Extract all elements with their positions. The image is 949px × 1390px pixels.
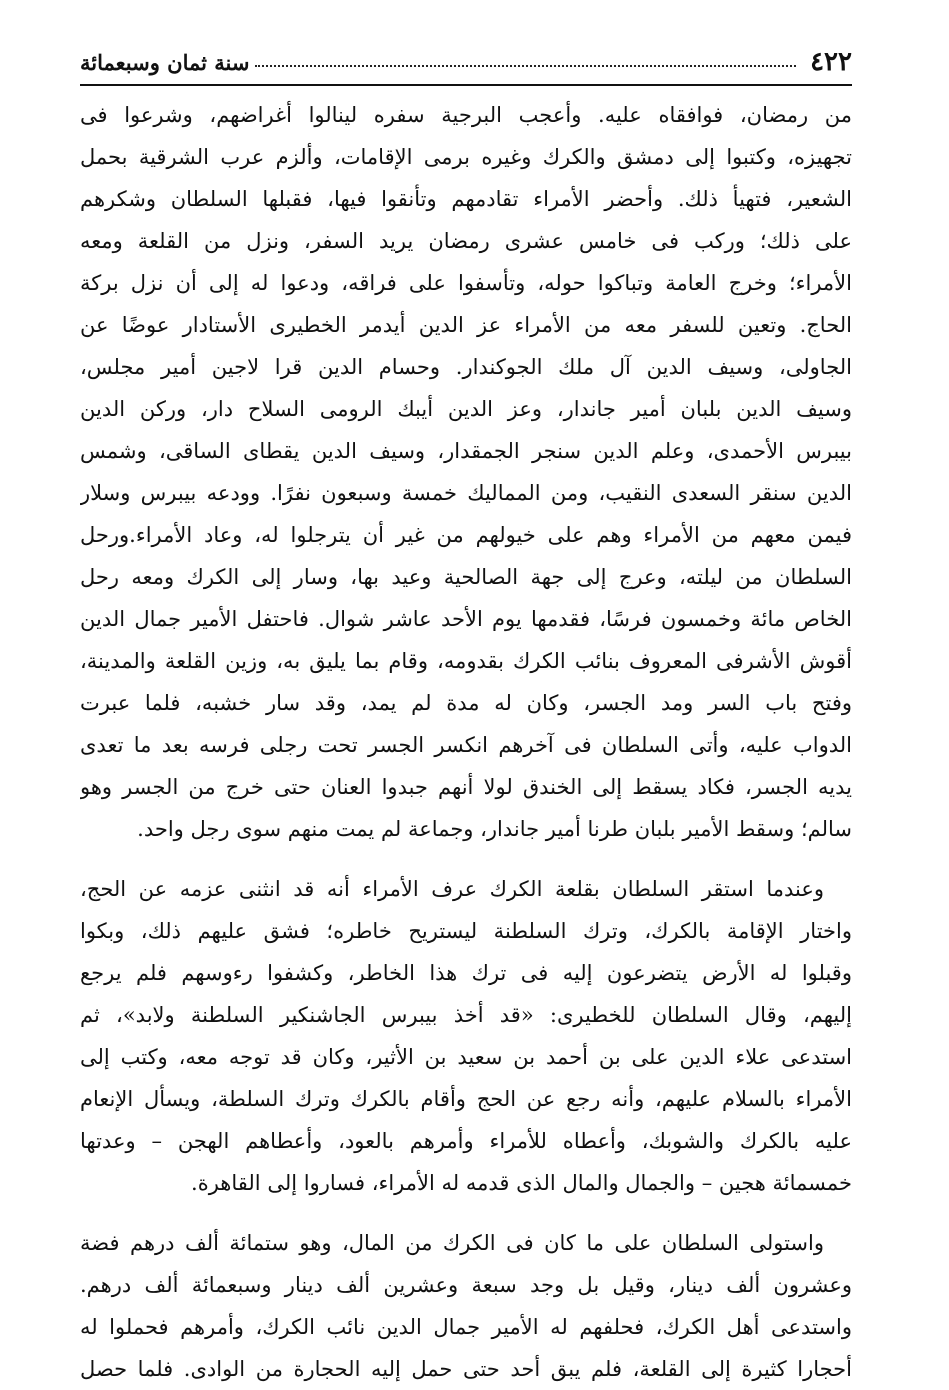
page-number: ٤٢٢ <box>810 47 852 77</box>
text-line: الأمراء؛ وخرج العامة وتباكوا حوله، وتأسفوا على فراقه، ودعوا له إلى أن نزل بركة <box>80 271 852 295</box>
text-line: وقبلوا له الأرض يتضرعون إليه فى ترك هذا الخاطر، وكشفوا رءوسهم فلم يرجع <box>80 961 852 985</box>
header-rule <box>80 84 852 86</box>
text-line: من رمضان، فوافقاه عليه. وأعجب البرجية سفره لينالوا أغراضهم، وشرعوا فى <box>80 103 852 127</box>
page-body <box>80 94 852 1390</box>
text-line: الحاج. وتعين للسفر معه من الأمراء عز الدين أيدمر الخطيرى الأستادار عوضًا عن <box>80 313 852 337</box>
text-line: الشعير، فتهيأ ذلك. وأحضر الأمراء تقادمهم وتأنقوا فيها، فقبلها السلطان وشكرهم <box>80 187 852 211</box>
text-line: بيبرس الأحمدى، وعلم الدين سنجر الجمقدار، وسيف الدين يقطاى الساقى، وشمس <box>80 439 852 463</box>
paragraph-gap <box>80 1204 852 1222</box>
text-line: أقوش الأشرفى المعروف بنائب الكرك بقدومه، وقام بما يليق به، وزين القلعة والمدينة، <box>80 649 852 673</box>
text-line: واختار الإقامة بالكرك، وترك السلطنة ليستريح خاطره؛ فشق عليهم ذلك، وبكوا <box>80 919 852 943</box>
text-line: سالم؛ وسقط الأمير بلبان طرنا أمير جاندار، وجماعة لم يمت منهم سوى رجل واحد. <box>137 817 852 841</box>
page-header <box>80 40 852 84</box>
text-line: الدواب عليه، وأتى السلطان فى آخرهم انكسر الجسر تحت رجلى فرسه بعد ما تعدى <box>80 733 852 757</box>
paragraph-gap <box>80 850 852 868</box>
text-line: عليه بالكرك والشوبك، وأعطاه للأمراء وأمرهم بالعود، وأعطاهم الهجن – وعدتها <box>80 1129 852 1153</box>
paragraph <box>80 94 852 850</box>
text-line: أحجارا كثيرة إلى القلعة، فلم يبق أحد حتى حمل إليه الحجارة من الوادى. فلما حصل <box>80 1357 852 1381</box>
leader-dots <box>255 65 796 67</box>
text-line: واستولى السلطان على ما كان فى الكرك من المال، وهو ستمائة ألف درهم فضة <box>80 1231 824 1255</box>
paragraph <box>80 1222 852 1390</box>
text-line: وفتح باب السر ومد الجسر، وكان له مدة لم يمد، وقد سار خشبه، فلما عبرت <box>80 691 852 715</box>
text-line: وعندما استقر السلطان بقلعة الكرك عرف الأمراء أنه قد انثنى عزمه عن الحج، <box>80 877 824 901</box>
paragraph <box>80 868 852 1204</box>
text-line: واستدعى أهل الكرك، فحلفهم له الأمير جمال الدين نائب الكرك، وأمرهم فحملوا له <box>80 1315 852 1339</box>
text-line: إليهم، وقال السلطان للخطيرى: «قد أخذ بيبرس الجاشنكير السلطنة ولابد»، ثم <box>80 1003 852 1027</box>
text-line: الجاولى، وسيف الدين آل ملك الجوكندار. وحسام الدين قرا لاجين أمير مجلس، <box>80 355 852 379</box>
text-line: السلطان من ليلته، وعرج إلى جهة الصالحية وعيد بها، وسار إلى الكرك ومعه رحل <box>80 565 852 589</box>
text-line: تجهيزه، وكتبوا إلى دمشق والكرك وغيره برمى الإقامات، وألزم عرب الشرقية بحمل <box>80 145 852 169</box>
text-line: يديه الجسر، فكاد يسقط إلى الخندق لولا أنهم جبدوا العنان حتى خرج من الجسر وهو <box>80 775 852 799</box>
text-line: فيمن معهم من الأمراء وهم على خيولهم من غير أن يترجلوا له، وعاد الأمراء.ورحل <box>80 523 852 547</box>
text-line: على ذلك؛ وركب فى خامس عشرى رمضان يريد السفر، ونزل من القلعة ومعه <box>80 229 852 253</box>
text-line: وعشرون ألف دينار، وقيل بل وجد سبعة وعشرين ألف دينار وسبعمائة ألف درهم. <box>80 1273 852 1297</box>
text-line: الدين سنقر السعدى النقيب، ومن المماليك خمسة وسبعون نفرًا. وودعه بيبرس وسلار <box>80 481 852 505</box>
text-line: الخاص مائة وخمسون فرسًا، فقدمها يوم الأحد عاشر شوال. فاحتفل الأمير جمال الدين <box>80 607 852 631</box>
text-line: الأمراء بالسلام عليهم، وأنه رجع عن الحج وأقام بالكرك وترك السلطة، ويسأل الإنعام <box>80 1087 852 1111</box>
text-line: وسيف الدين بلبان أمير جاندار، وعز الدين أيبك الرومى السلاح دار، وركن الدين <box>80 397 852 421</box>
text-line: استدعى علاء الدين على بن أحمد بن سعيد بن الأثير، وكان قد توجه معه، وكتب إلى <box>80 1045 852 1069</box>
text-line: خمسمائة هجين – والجمال والمال الذى قدمه له الأمراء، فساروا إلى القاهرة. <box>191 1171 852 1195</box>
running-title: سنة ثمان وسبعمائة <box>80 49 250 75</box>
